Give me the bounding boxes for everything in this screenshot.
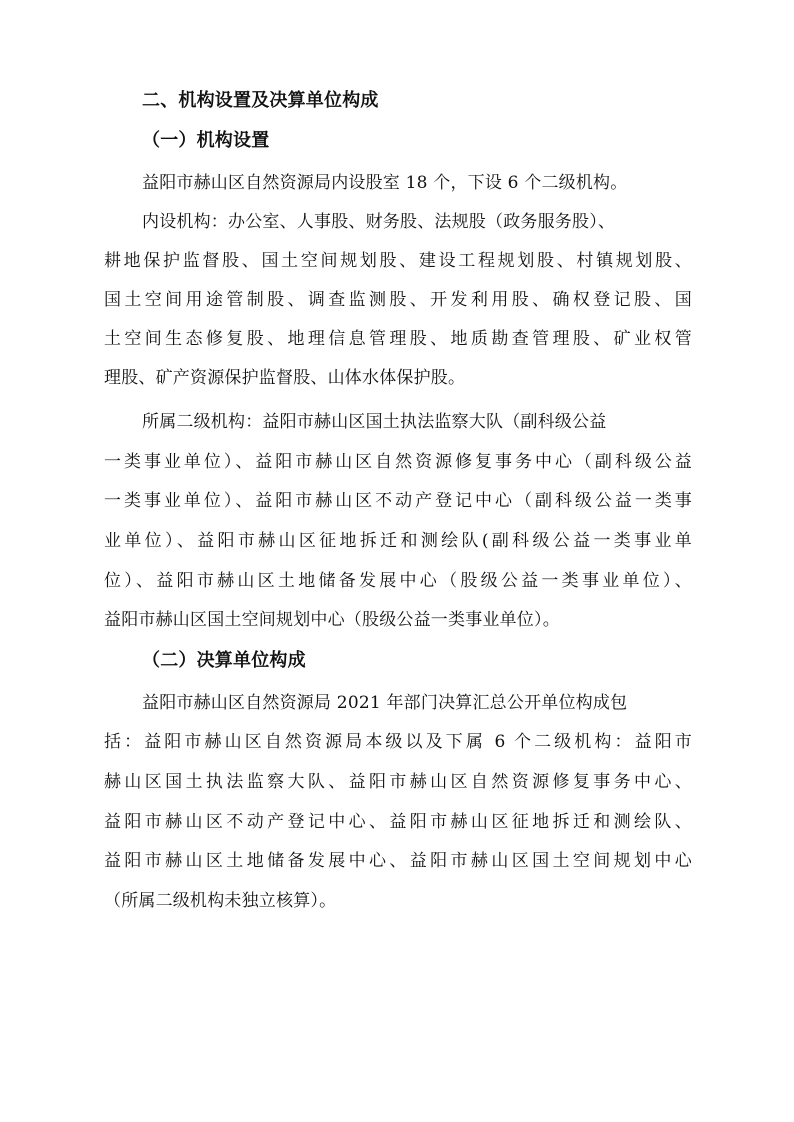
paragraph-line: 内设机构：办公室、人事股、财务股、法规股（政务服务股）、 [142,212,616,232]
section-title: 二、机构设置及决算单位构成 [142,90,379,111]
subsection-title-2: （二）决算单位构成 [142,650,306,671]
paragraph-line: 位）、益阳市赫山区土地储备发展中心（股级公益一类事业单位）、 [104,571,692,591]
paragraph-line: 理股、矿产资源保护监督股、山体水体保护股。 [104,368,466,388]
paragraph-line: 业单位）、益阳市赫山区征地拆迁和测绘队(副科级公益一类事业单 [104,531,692,551]
subsection-title-1: （一）机构设置 [142,130,270,151]
paragraph-line: 赫山区国土执法监察大队、益阳市赫山区自然资源修复事务中心、 [104,772,692,792]
paragraph-line: 益阳市赫山区不动产登记中心、益阳市赫山区征地拆迁和测绘队、 [104,812,692,832]
paragraph-line: 所属二级机构：益阳市赫山区国土执法监察大队（副科级公益 [142,412,607,432]
paragraph-line: 耕地保护监督股、国土空间规划股、建设工程规划股、村镇规划股、 [104,251,692,271]
paragraph-summary: 益阳市赫山区自然资源局内设股室 18 个，下设 6 个二级机构。 [142,173,628,193]
paragraph-line: 益阳市赫山区土地储备发展中心、益阳市赫山区国土空间规划中心 [104,851,692,871]
paragraph-line: （所属二级机构未独立核算）。 [104,891,337,911]
paragraph-line: 益阳市赫山区国土空间规划中心（股级公益一类事业单位）。 [104,610,560,630]
paragraph-line: 一类事业单位）、益阳市赫山区自然资源修复事务中心（副科级公益 [104,452,692,472]
paragraph-line: 土空间生态修复股、地理信息管理股、地质勘查管理股、矿业权管 [104,329,692,349]
paragraph-line: 益阳市赫山区自然资源局 2021 年部门决算汇总公开单位构成包 [142,693,628,713]
paragraph-line: 一类事业单位）、益阳市赫山区不动产登记中心（副科级公益一类事 [104,491,692,511]
paragraph-line: 国土空间用途管制股、调查监测股、开发利用股、确权登记股、国 [104,290,692,310]
paragraph-line: 括：益阳市赫山区自然资源局本级以及下属 6 个二级机构：益阳市 [104,732,692,752]
